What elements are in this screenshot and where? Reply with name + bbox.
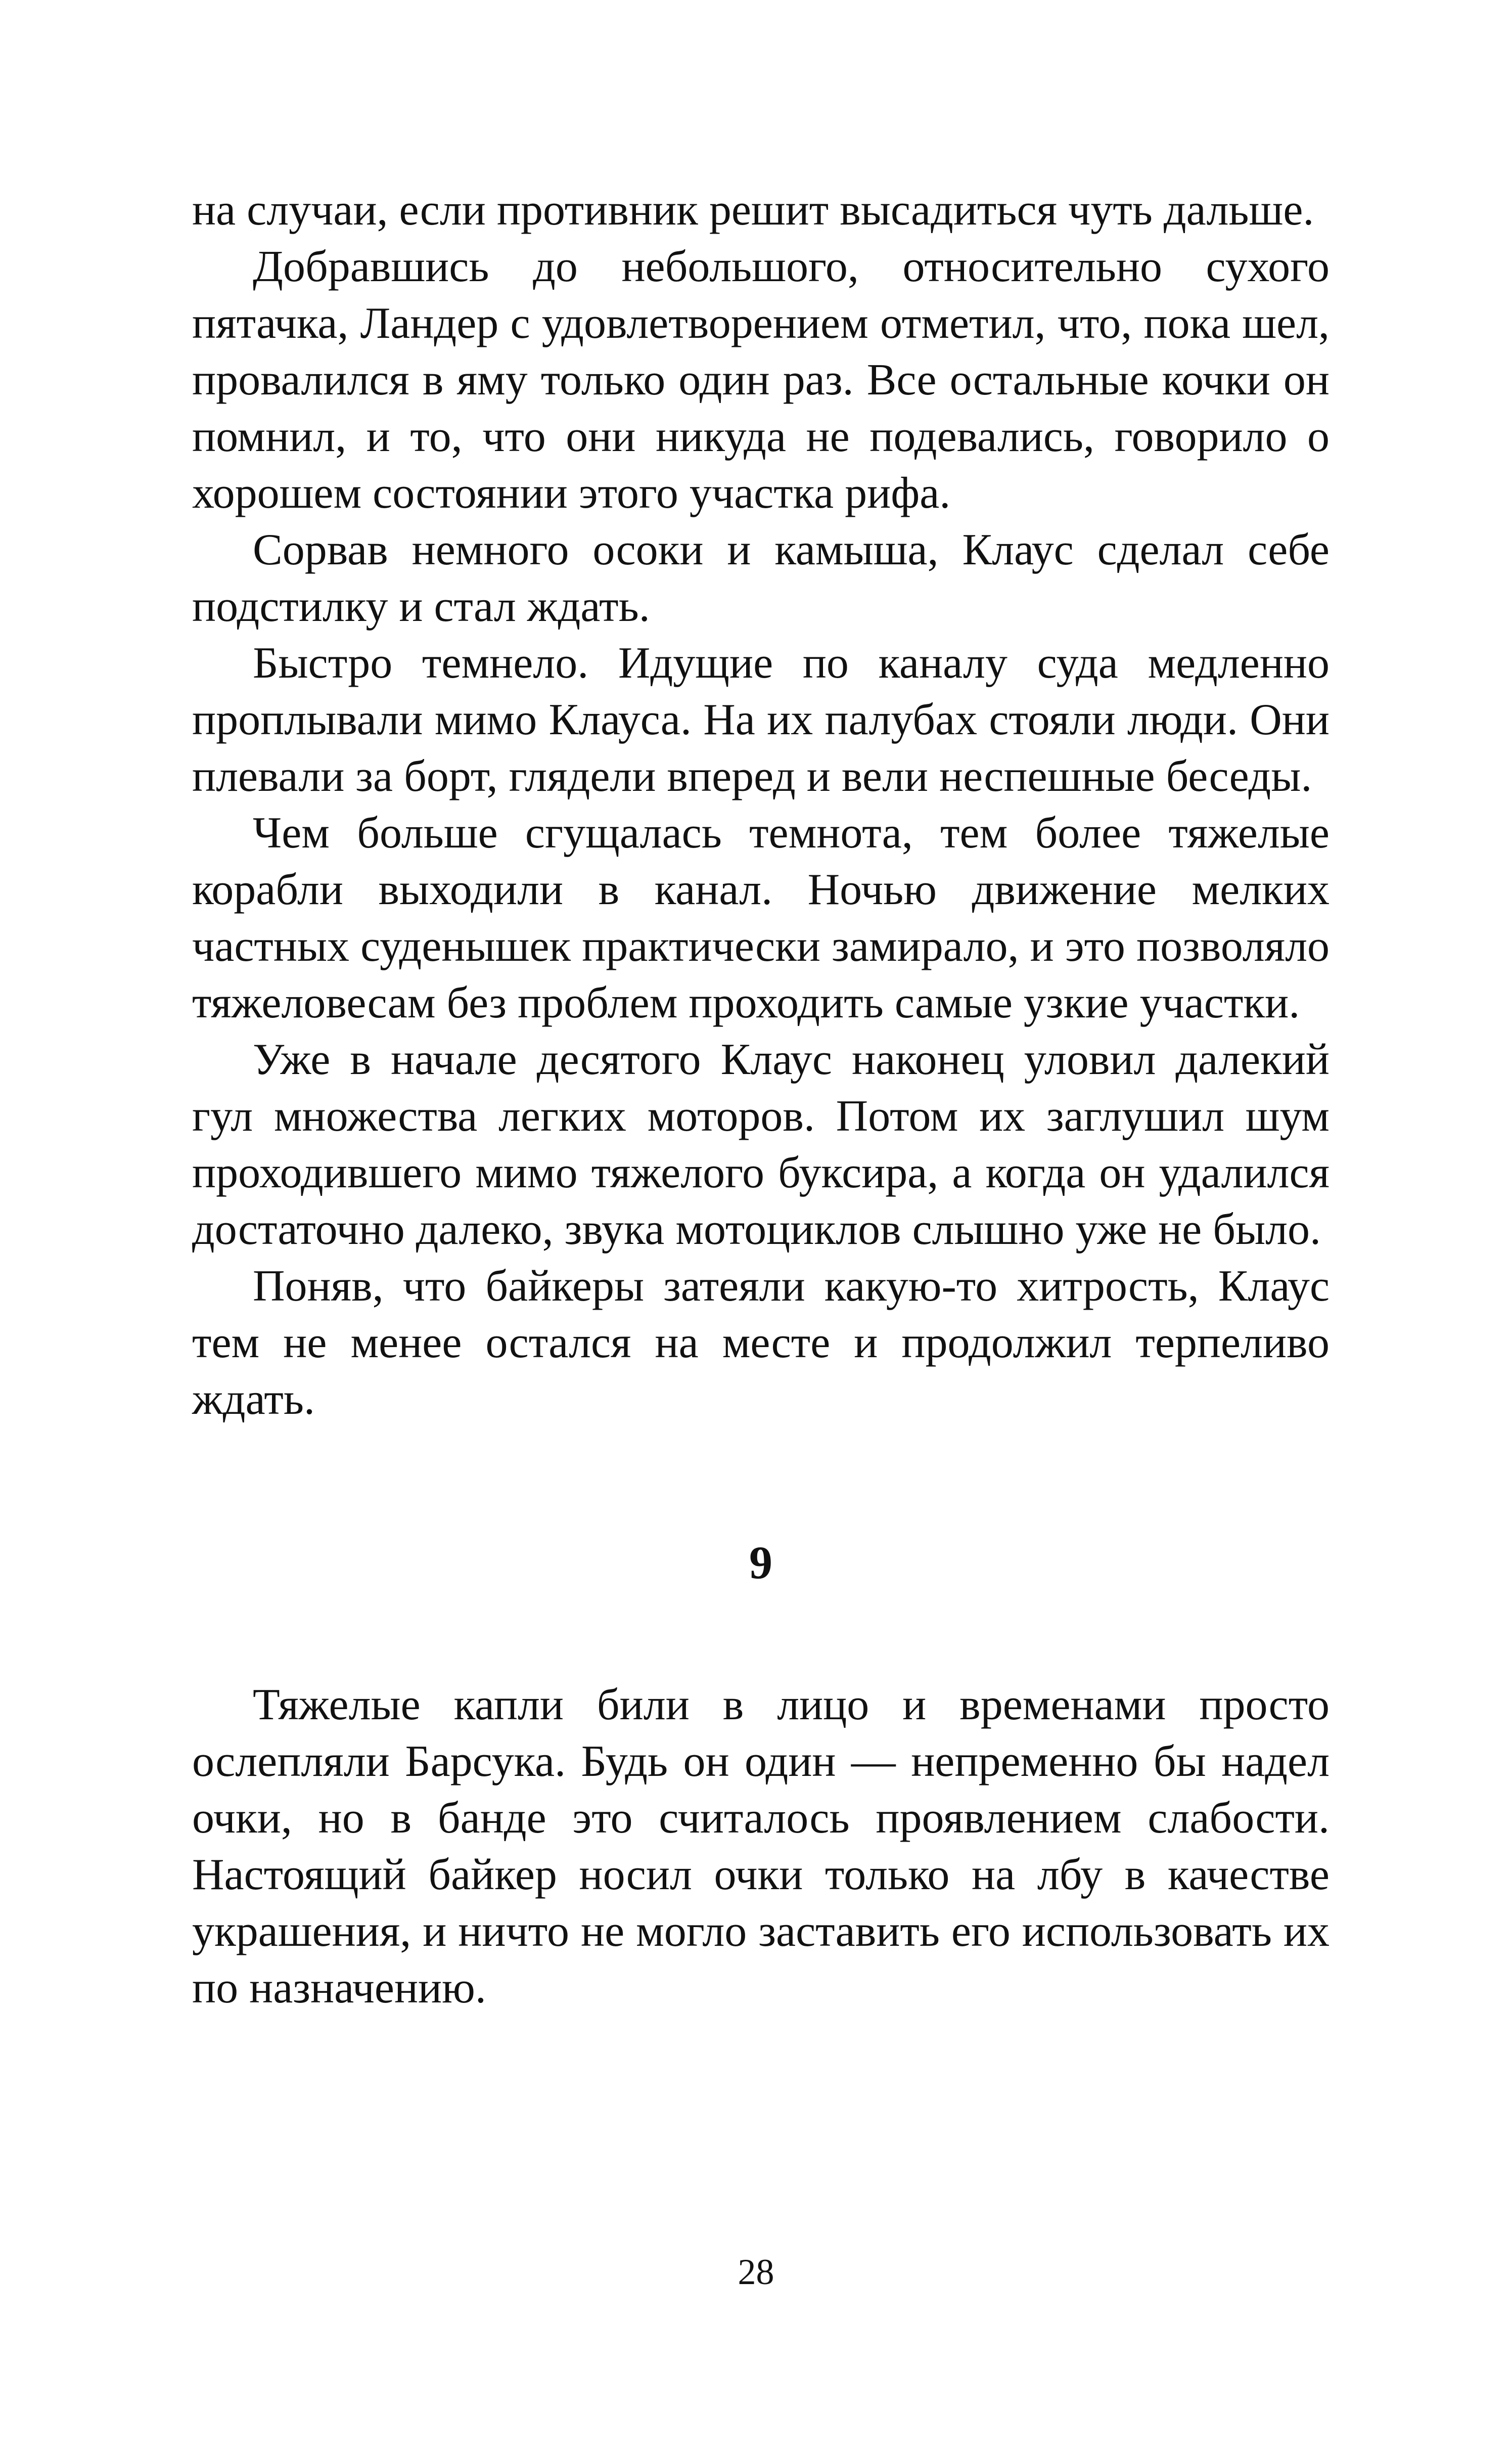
- paragraph-continued: на случаи, если противник решит высадиться чуть дальше.: [192, 186, 1314, 235]
- paragraph: Поняв, что байкеры затеяли какую-то хитрость, Клаус тем не менее остался на месте и продолжил терпеливо ждать.: [192, 1262, 1330, 1424]
- paragraph: Уже в начале десятого Клаус наконец уловил далекий гул множества легких моторов. Потом их заглушил шум проходившего мимо тяжелого буксира, а когда он удалился достаточно далеко, звука мотоциклов слышно уже не было.: [192, 1035, 1330, 1254]
- paragraph: Добравшись до небольшого, относительно сухого пятачка, Ландер с удовлетворением отметил, что, пока шел, провалился в яму только один раз. Все остальные кочки он помнил, и то, что они никуда не подевались, говорило о хорошем состоянии этого участка рифа.: [192, 242, 1330, 518]
- book-page: [192, 182, 1330, 2017]
- paragraph: Сорвав немного осоки и камыша, Клаус сделал себе подстилку и стал ждать.: [192, 525, 1330, 631]
- chapter-heading: 9: [749, 1537, 772, 1588]
- paragraph: Чем больше сгущалась темнота, тем более тяжелые корабли выходили в канал. Ночью движение мелких частных суденышек практически замирало, и это позволяло тяжеловесам без проблем проходить самые узкие участки.: [192, 809, 1330, 1028]
- paragraph: Быстро темнело. Идущие по каналу суда медленно проплывали мимо Клауса. На их палубах стояли люди. Они плевали за борт, глядели вперед и вели неспешные беседы.: [192, 639, 1330, 801]
- paragraph: Тяжелые капли били в лицо и временами просто ослепляли Барсука. Будь он один — непременно бы надел очки, но в банде это считалось проявлением слабости. Настоящий байкер носил очки только на лбу в качестве украшения, и ничто не могло заставить его использовать их по назначению.: [192, 1680, 1330, 2013]
- page-number: 28: [738, 2252, 774, 2292]
